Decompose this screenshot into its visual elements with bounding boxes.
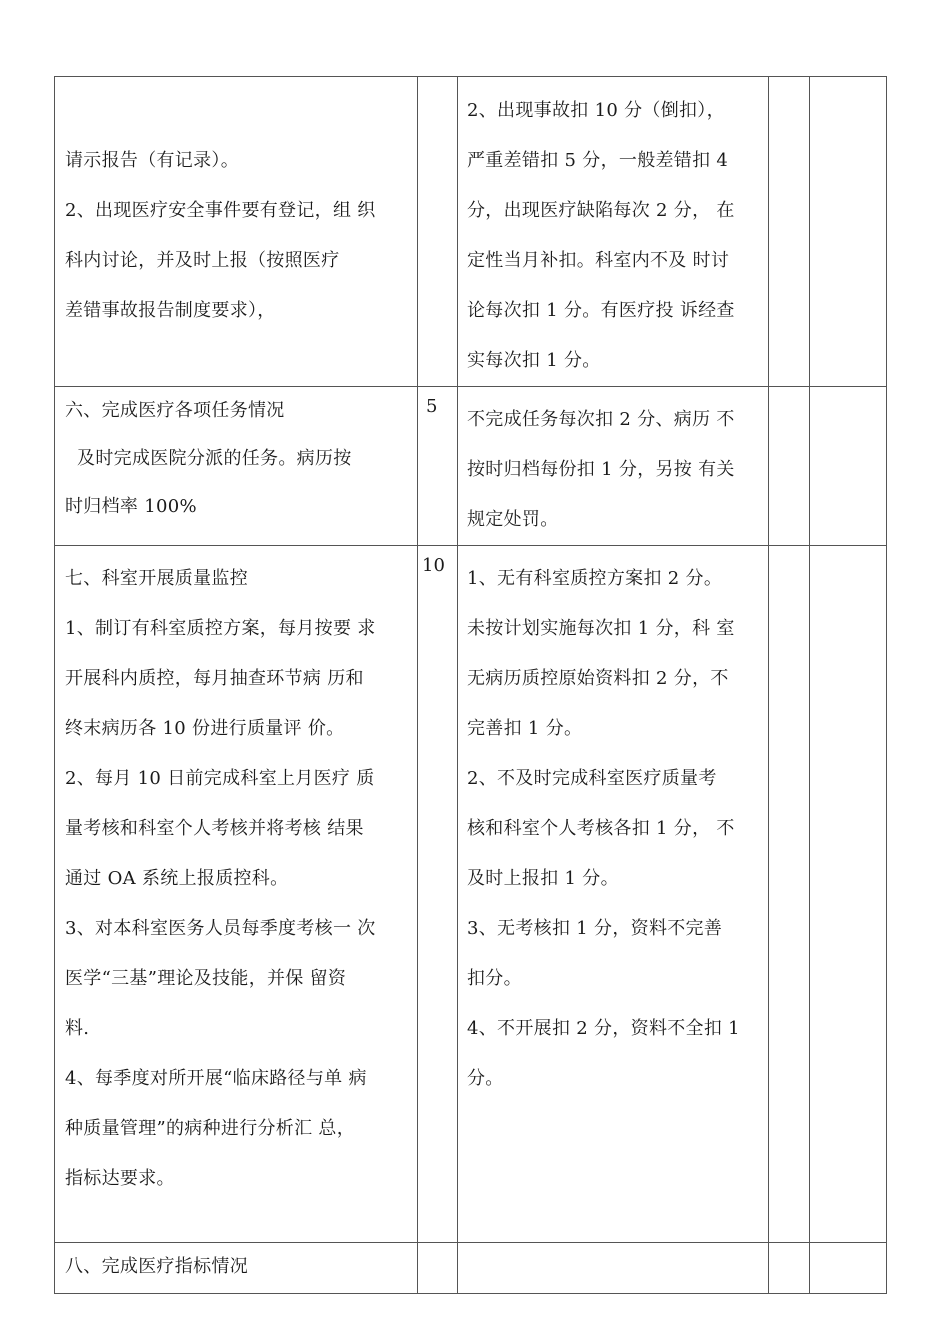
content-line: 2、每月 10 日前完成科室上月医疗 质	[65, 768, 375, 789]
empty-cell	[769, 387, 810, 546]
criteria-line: 未按计划实施每次扣 1 分，科 室	[467, 618, 735, 639]
criteria-line: 按时归档每份扣 1 分，另按 有关	[467, 459, 735, 480]
score-value: 5	[426, 396, 438, 417]
content-line: 料.	[65, 1018, 90, 1039]
criteria-line: 定性当月补扣。科室内不及 时讨	[467, 250, 730, 271]
section-heading: 七、科室开展质量监控	[65, 568, 248, 589]
criteria-line: 2、出现事故扣 10 分（倒扣），	[467, 100, 725, 121]
content-line: 4、每季度对所开展“临床路径与单 病	[65, 1068, 367, 1089]
score-cell	[418, 77, 458, 387]
criteria-line: 严重差错扣 5 分，一般差错扣 4	[467, 150, 729, 171]
criteria-cell	[458, 77, 769, 387]
content-line: 时归档率 100%	[65, 496, 197, 517]
content-cell	[55, 546, 418, 1243]
content-line: 医学“三基”理论及技能，并保 留资	[65, 968, 347, 989]
criteria-line: 论每次扣 1 分。有医疗投 诉经查	[467, 300, 735, 321]
empty-cell	[810, 387, 887, 546]
content-line: 请示报告（有记录）。	[65, 150, 239, 171]
empty-cell	[810, 546, 887, 1243]
empty-cell	[810, 1243, 887, 1294]
content-cell	[55, 1243, 418, 1294]
empty-cell	[769, 1243, 810, 1294]
content-line: 终末病历各 10 份进行质量评 价。	[65, 718, 345, 739]
criteria-line: 2、不及时完成科室医疗质量考	[467, 768, 717, 789]
content-cell	[55, 77, 418, 387]
criteria-cell	[458, 387, 769, 546]
content-line: 科内讨论，并及时上报（按照医疗	[65, 250, 340, 271]
score-value: 10	[422, 555, 445, 576]
table-row	[55, 387, 887, 546]
criteria-line: 扣分。	[467, 968, 522, 989]
criteria-line: 分，出现医疗缺陷每次 2 分， 在	[467, 200, 735, 221]
criteria-line: 1、无有科室质控方案扣 2 分。	[467, 568, 723, 589]
table-row	[55, 546, 887, 1243]
content-line: 3、对本科室医务人员每季度考核一 次	[65, 918, 376, 939]
criteria-line: 4、不开展扣 2 分，资料不全扣 1	[467, 1018, 740, 1039]
section-heading: 六、完成医疗各项任务情况	[65, 400, 285, 421]
criteria-line: 规定处罚。	[467, 509, 559, 530]
criteria-line: 3、无考核扣 1 分，资料不完善	[467, 918, 723, 939]
content-line: 种质量管理”的病种进行分析汇 总，	[65, 1118, 356, 1139]
criteria-line: 无病历质控原始资料扣 2 分，不	[467, 668, 729, 689]
criteria-line: 核和科室个人考核各扣 1 分， 不	[467, 818, 735, 839]
criteria-line: 分。	[467, 1068, 504, 1089]
criteria-line: 及时上报扣 1 分。	[467, 868, 619, 889]
empty-cell	[769, 77, 810, 387]
content-line: 2、出现医疗安全事件要有登记，组 织	[65, 200, 376, 221]
content-line: 通过 OA 系统上报质控科。	[65, 868, 289, 889]
table-row	[55, 77, 887, 387]
content-line: 及时完成医院分派的任务。病历按	[65, 448, 352, 469]
content-line: 开展科内质控，每月抽查环节病 历和	[65, 668, 364, 689]
score-cell	[418, 1243, 458, 1294]
content-line: 指标达要求。	[65, 1168, 175, 1189]
content-line: 量考核和科室个人考核并将考核 结果	[65, 818, 364, 839]
criteria-line: 实每次扣 1 分。	[467, 350, 601, 371]
empty-cell	[810, 77, 887, 387]
criteria-cell	[458, 1243, 769, 1294]
score-cell	[418, 387, 458, 546]
scoring-table	[54, 76, 887, 1294]
criteria-cell	[458, 546, 769, 1243]
content-line: 差错事故报告制度要求），	[65, 300, 276, 321]
score-value	[418, 77, 457, 87]
content-line: 1、制订有科室质控方案，每月按要 求	[65, 618, 376, 639]
criteria-line: 完善扣 1 分。	[467, 718, 583, 739]
table-row	[55, 1243, 887, 1294]
content-line	[65, 86, 417, 136]
criteria-line: 不完成任务每次扣 2 分、病历 不	[467, 409, 735, 430]
content-cell	[55, 387, 418, 546]
section-heading: 八、完成医疗指标情况	[65, 1256, 248, 1277]
score-cell	[418, 546, 458, 1243]
empty-cell	[769, 546, 810, 1243]
